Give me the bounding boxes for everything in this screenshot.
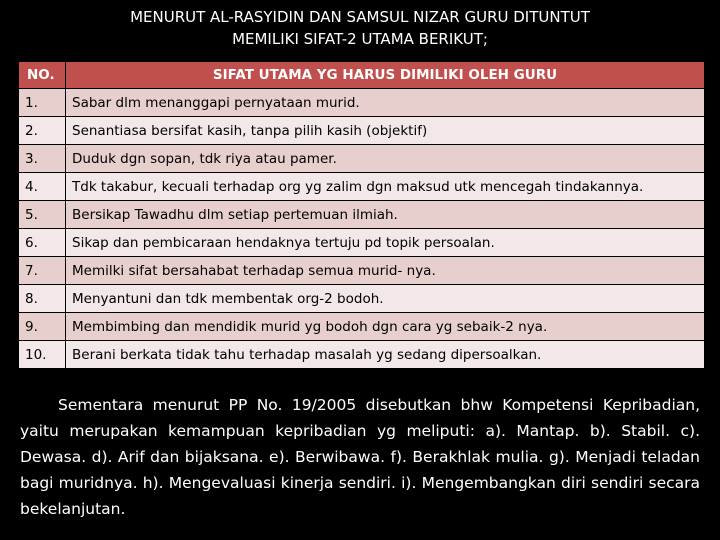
table-row (19, 145, 705, 173)
table-row (19, 201, 705, 229)
row-number: 6. (19, 229, 66, 257)
row-number: 5. (19, 201, 66, 229)
row-trait: Tdk takabur, kecuali terhadap org yg zalim dgn maksud utk mencegah tindakannya. (66, 173, 705, 201)
table-row (19, 285, 705, 313)
row-number: 4. (19, 173, 66, 201)
traits-table (18, 61, 705, 369)
row-number: 1. (19, 89, 66, 117)
row-number: 8. (19, 285, 66, 313)
table-row (19, 257, 705, 285)
table-row (19, 229, 705, 257)
row-trait: Sabar dlm menanggapi pernyataan murid. (66, 89, 705, 117)
row-trait: Menyantuni dan tdk membentak org-2 bodoh. (66, 285, 705, 313)
table-row (19, 313, 705, 341)
header-no: NO. (19, 62, 66, 89)
title-line-2: MEMILIKI SIFAT-2 UTAMA BERIKUT; (232, 30, 488, 48)
row-number: 9. (19, 313, 66, 341)
table-row (19, 117, 705, 145)
table-header-row (19, 62, 705, 89)
page-title (0, 6, 720, 50)
table-row (19, 341, 705, 369)
row-trait: Duduk dgn sopan, tdk riya atau pamer. (66, 145, 705, 173)
row-number: 2. (19, 117, 66, 145)
row-trait: Berani berkata tidak tahu terhadap masalah yg sedang dipersoalkan. (66, 341, 705, 369)
row-trait: Sikap dan pembicaraan hendaknya tertuju pd topik persoalan. (66, 229, 705, 257)
row-trait: Memilki sifat bersahabat terhadap semua murid- nya. (66, 257, 705, 285)
row-trait: Bersikap Tawadhu dlm setiap pertemuan ilmiah. (66, 201, 705, 229)
traits-table-container (18, 61, 705, 369)
row-number: 10. (19, 341, 66, 369)
table-row (19, 173, 705, 201)
competency-paragraph: Sementara menurut PP No. 19/2005 disebutkan bhw Kompetensi Kepribadian, yaitu merupakan kemampuan kepribadian yg meliputi: a). Mantap. b). Stabil. c). Dewasa. d). Arif dan bijaksana. e). Berwibawa. f). Berakhlak mulia. g). Menjadi teladan bagi muridnya. h). Mengevaluasi kinerja sendiri. i). Mengembangkan diri sendiri secara bekelanjutan. (20, 396, 700, 518)
title-line-1: MENURUT AL-RASYIDIN DAN SAMSUL NIZAR GURU DITUNTUT (130, 8, 590, 26)
header-trait: SIFAT UTAMA YG HARUS DIMILIKI OLEH GURU (66, 62, 705, 89)
row-trait: Membimbing dan mendidik murid yg bodoh dgn cara yg sebaik-2 nya. (66, 313, 705, 341)
row-number: 3. (19, 145, 66, 173)
row-trait: Senantiasa bersifat kasih, tanpa pilih kasih (objektif) (66, 117, 705, 145)
table-row (19, 89, 705, 117)
row-number: 7. (19, 257, 66, 285)
